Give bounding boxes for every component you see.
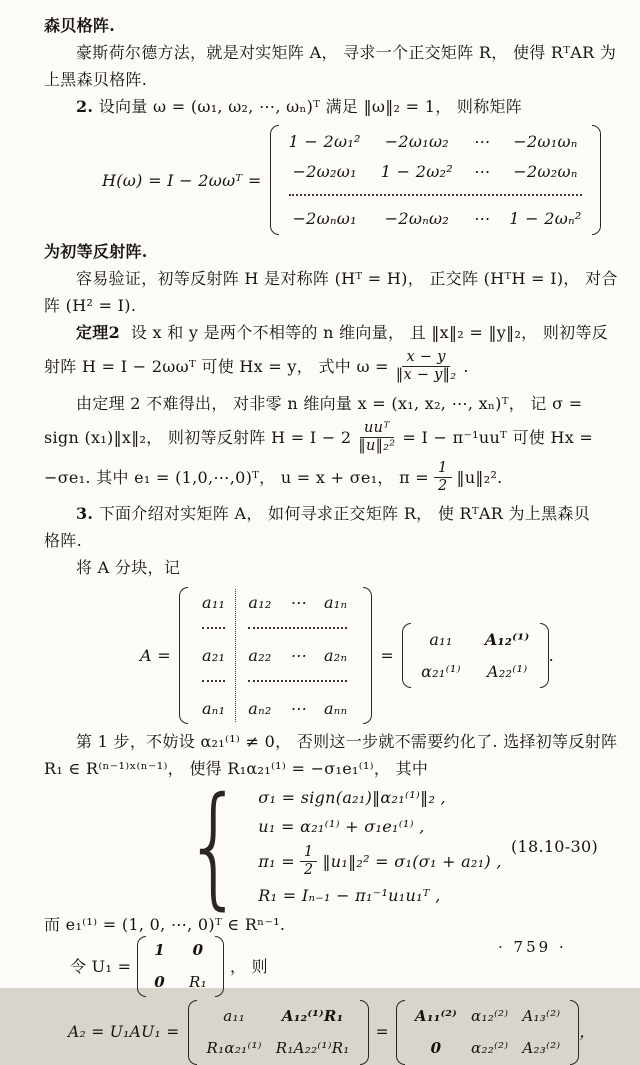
left-paren	[188, 1000, 197, 1065]
text-segment: −σe₁. 其中 e₁ = (1,0,⋯,0)ᵀ， u = x + σe₁， π =	[44, 467, 429, 487]
matrix-cell: a₂₂	[248, 646, 272, 665]
fraction-numerator: x − y	[402, 349, 449, 367]
matrix-dotted-row	[289, 194, 582, 196]
matrix-body	[188, 587, 363, 724]
fraction-numerator: uuᵀ	[360, 420, 394, 438]
matrix-body	[411, 623, 540, 688]
matrix-cell: 1	[154, 940, 166, 959]
matrix-cell: a₁₁	[201, 593, 226, 612]
definition-line: 为初等反射阵.	[44, 242, 148, 261]
right-paren	[570, 1000, 579, 1065]
system-line: σ₁ = sign(a₂₁)‖α₂₁⁽¹⁾‖₂ ,	[258, 788, 446, 807]
left-paren	[396, 1000, 405, 1065]
paragraph-line: 豪斯荷尔德方法，就是对实矩阵 A， 寻求一个正交矩阵 R， 使得 RᵀAR 为	[76, 43, 617, 62]
matrix-cell: A₁₂⁽¹⁾R₁	[281, 1007, 344, 1025]
item-number: 3.	[76, 504, 94, 523]
matrix-cell: 0	[154, 972, 166, 991]
paragraph-line: 将 A 分块，记	[76, 558, 181, 577]
equals-sign: =	[375, 1023, 389, 1041]
fraction-denominator: 2	[438, 477, 448, 494]
matrix-cell: 0	[430, 1039, 442, 1057]
matrix-cell: ⋯	[472, 162, 490, 181]
theorem-line-2	[44, 346, 604, 386]
matrix-cell: −2ω₂ωₙ	[513, 162, 578, 181]
matrix-cell: −2ωₙω₂	[384, 209, 450, 228]
equation-lhs: H(ω) = I − 2ωωᵀ =	[102, 170, 262, 190]
equation-lhs: A₂ = U₁AU₁ =	[68, 1023, 180, 1041]
page-number: · 759 ·	[498, 938, 567, 956]
matrix-cell: 0	[192, 940, 204, 959]
dotted-separator	[202, 616, 225, 629]
paragraph-line: 由定理 2 不难得出， 对非零 n 维向量 x = (x₁, x₂, ⋯, xₙ)ᵀ， 记 σ =	[76, 394, 583, 413]
system-line: u₁ = α₂₁⁽¹⁾ + σ₁e₁⁽¹⁾ ,	[258, 817, 425, 836]
matrix-row	[248, 642, 347, 669]
matrix-cell: a₁ₙ	[323, 593, 348, 612]
matrix-cell: a₂ₙ	[323, 646, 348, 665]
left-paren	[179, 587, 188, 724]
dotted-separator	[248, 669, 347, 682]
matrix-cell: −2ω₂ω₁	[292, 162, 357, 181]
fraction-denominator: ‖u‖₂²	[358, 437, 396, 454]
equation-end: ，	[579, 1023, 596, 1041]
matrix-cell: α₁₂⁽²⁾	[471, 1007, 509, 1025]
matrix-cell: aₙₙ	[323, 699, 348, 718]
matrix-cell: a₁₁	[223, 1007, 246, 1025]
partitioned-matrix	[179, 587, 372, 724]
fraction-denominator: ‖x − y‖₂	[395, 366, 457, 383]
text-segment: = I − π⁻¹uuᵀ 可使 Hx =	[402, 427, 594, 447]
paragraph-line: R₁ ∈ R⁽ⁿ⁻¹⁾ˣ⁽ⁿ⁻¹⁾， 使得 R₁α₂₁⁽¹⁾ = −σ₁e₁⁽¹⁾， 其中	[44, 759, 429, 778]
block-matrix	[402, 623, 549, 688]
equation-A2	[68, 1000, 604, 1065]
matrix-cell: −2ω₁ω₂	[384, 132, 450, 151]
matrix-cell: −2ωₙω₁	[292, 209, 357, 228]
matrix-body	[197, 1000, 360, 1065]
right-paren	[592, 125, 601, 235]
paragraph-line: 格阵.	[44, 531, 82, 550]
theorem-text: 射阵 H = I − 2ωωᵀ 可使 Hx = y， 式中 ω =	[44, 356, 389, 376]
equation-partitioned-A	[140, 587, 604, 724]
paragraph-line	[44, 417, 604, 457]
text-segment: sign (x₁)‖x‖₂， 则初等反射阵 H = I − 2	[44, 427, 352, 447]
matrix-body	[146, 936, 215, 997]
system-line	[258, 842, 501, 880]
right-paren	[215, 936, 224, 997]
text-segment: π₁ =	[258, 851, 295, 871]
matrix-cell: A₂₂⁽¹⁾	[486, 662, 528, 681]
matrix-cell: A₁₃⁽²⁾	[522, 1007, 561, 1025]
page-heading: 森贝格阵.	[44, 16, 116, 35]
matrix-cell: A₂₃⁽²⁾	[522, 1039, 561, 1057]
right-paren	[363, 587, 372, 724]
text-segment: ‖u‖₂².	[456, 467, 503, 487]
right-paren	[540, 623, 549, 688]
matrix-cell: ⋯	[289, 699, 306, 718]
matrix-first-column	[192, 589, 236, 722]
matrix-left	[188, 1000, 369, 1065]
matrix-right	[396, 1000, 579, 1065]
text-segment: 令 U₁ =	[70, 956, 132, 976]
dotted-separator	[202, 669, 225, 682]
equation-lhs: A =	[140, 646, 171, 665]
matrix-cell: ⋯	[289, 593, 306, 612]
matrix-cell: α₂₁⁽¹⁾	[421, 662, 461, 681]
dotted-separator	[248, 616, 347, 629]
matrix-cell: α₂₂⁽²⁾	[471, 1039, 509, 1057]
matrix-cell: a₂₁	[201, 646, 226, 665]
text-segment: ‖u₁‖₂² = σ₁(σ₁ + a₂₁) ,	[322, 851, 502, 871]
left-paren	[402, 623, 411, 688]
fraction-numerator: 1	[300, 844, 318, 862]
matrix-cell: a₁₁	[429, 630, 453, 649]
matrix-cell: ⋯	[472, 209, 490, 228]
fraction	[434, 460, 452, 495]
matrix-cell: A₁₁⁽²⁾	[414, 1007, 458, 1025]
matrix-cell: 1 − 2ω₁²	[288, 132, 361, 151]
text-segment: ， 则	[229, 956, 268, 976]
equals-sign: =	[380, 646, 395, 665]
left-brace: {	[183, 768, 245, 923]
matrix-cell: ⋯	[472, 132, 490, 151]
system-line: R₁ = Iₙ₋₁ − π₁⁻¹u₁u₁ᵀ ,	[258, 886, 441, 905]
item-text: 设向量 ω = (ω₁, ω₂, ⋯, ωₙ)ᵀ 满足 ‖ω‖₂ = 1， 则称矩阵	[98, 97, 523, 116]
list-item-3	[44, 500, 604, 527]
matrix-row	[248, 589, 347, 616]
matrix	[270, 125, 601, 235]
paragraph-line: 容易验证，初等反射阵 H 是对称阵 (Hᵀ = H)， 正交阵 (HᵀH = I)， 对合	[76, 269, 618, 288]
matrix-cell: R₁α₂₁⁽¹⁾	[206, 1039, 262, 1057]
paragraph-line	[44, 457, 604, 497]
matrix-rest-columns	[236, 589, 359, 722]
matrix-cell: −2ω₁ωₙ	[513, 132, 578, 151]
matrix-cell: R₁A₂₂⁽¹⁾R₁	[275, 1039, 350, 1057]
matrix-body	[405, 1000, 570, 1065]
theorem-label: 定理2	[76, 323, 121, 342]
equation-householder-matrix	[102, 125, 604, 235]
right-paren	[360, 1000, 369, 1065]
matrix-cell: a₁₂	[248, 593, 272, 612]
fraction	[394, 349, 458, 384]
matrix-cell: A₁₂⁽¹⁾	[484, 630, 530, 649]
fraction-numerator: 1	[434, 460, 452, 478]
matrix-row	[248, 695, 347, 722]
equation-system	[172, 768, 604, 923]
system-lines	[258, 784, 501, 909]
matrix-cell: aₙ₁	[201, 699, 226, 718]
theorem-text: .	[463, 356, 469, 376]
matrix-cell: aₙ₂	[248, 699, 272, 718]
theorem-2	[44, 319, 609, 346]
paragraph-line: 而 e₁⁽¹⁾ = (1, 0, ⋯, 0)ᵀ ∈ Rⁿ⁻¹.	[44, 915, 286, 934]
paragraph-line: 阵 (H² = I).	[44, 296, 137, 315]
list-item-2	[44, 93, 604, 120]
fraction-denominator: 2	[303, 861, 314, 878]
item-number: 2.	[76, 97, 94, 116]
fraction	[300, 844, 318, 879]
theorem-text: 设 x 和 y 是两个不相等的 n 维向量， 且 ‖x‖₂ = ‖y‖₂， 则初等反	[130, 323, 609, 342]
fraction	[356, 420, 397, 455]
left-paren	[270, 125, 279, 235]
equation-end: .	[548, 646, 554, 665]
paragraph-line: 上黑森贝格阵.	[44, 70, 148, 89]
equation-number: (18.10-30)	[510, 837, 598, 856]
item-text: 下面介绍对实矩阵 A， 如何寻求正交矩阵 R， 使 RᵀAR 为上黑森贝	[98, 504, 590, 523]
matrix-cell: 1 − 2ωₙ²	[509, 209, 582, 228]
paragraph-line: 第 1 步，不妨设 α₂₁⁽¹⁾ ≠ 0， 否则这一步就不需要约化了. 选择初等反射阵	[76, 732, 618, 751]
matrix-cell: ⋯	[289, 646, 306, 665]
left-paren	[137, 936, 146, 997]
matrix-cell: 1 − 2ω₂²	[380, 162, 453, 181]
matrix-U1	[137, 936, 224, 997]
matrix-cell: R₁	[189, 972, 207, 991]
matrix-body	[279, 125, 592, 235]
